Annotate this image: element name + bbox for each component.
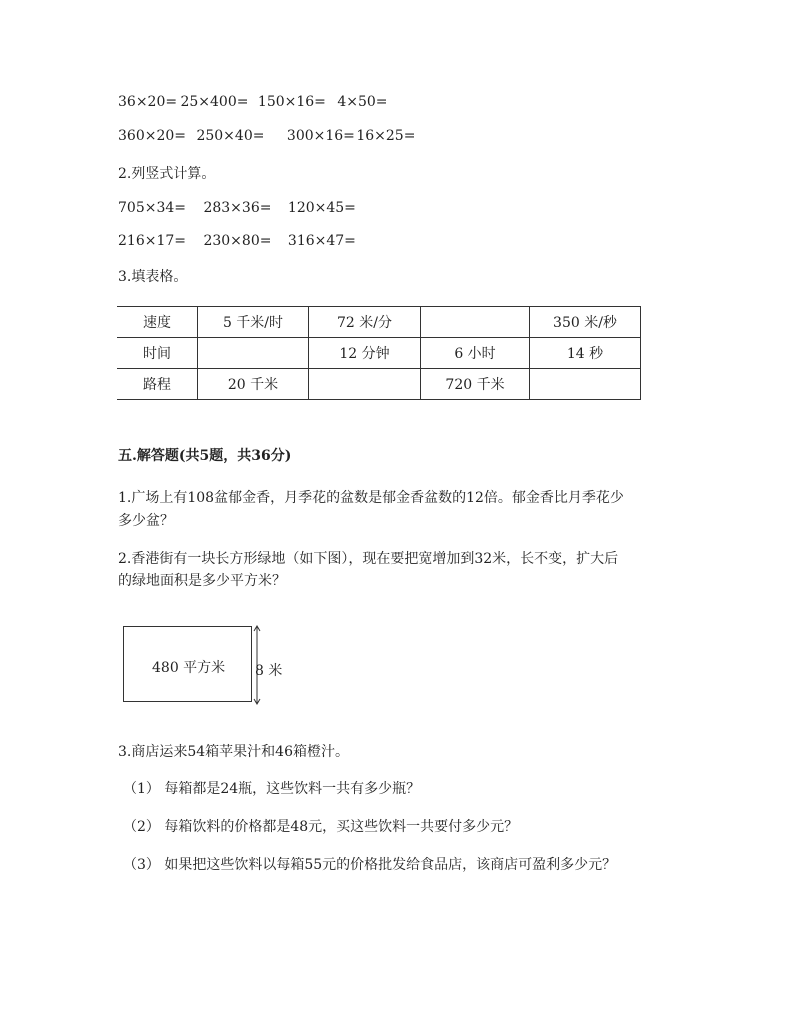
expression: 25×400= xyxy=(180,94,249,110)
question-1-line-2: 多少盆？ xyxy=(118,513,174,529)
section-heading-fill-table: 3.填表格。 xyxy=(118,269,188,285)
table-cell: 72 米/分 xyxy=(309,307,421,338)
speed-time-distance-table xyxy=(117,306,641,400)
table-row xyxy=(117,307,641,338)
question-2-line-2: 的绿地面积是多少平方米？ xyxy=(118,573,286,589)
expression: 120×45= xyxy=(287,200,356,216)
expression: 4×50= xyxy=(337,94,388,110)
expression: 300×16= xyxy=(286,128,355,144)
table-cell: 14 秒 xyxy=(530,338,641,369)
table-cell: 速度 xyxy=(117,307,198,338)
rectangle-lawn-diagram xyxy=(123,626,252,702)
expression: 705×34= xyxy=(118,200,186,216)
table-cell: 20 千米 xyxy=(198,369,309,400)
section-heading-vertical-calc: 2.列竖式计算。 xyxy=(118,166,216,182)
oral-calc-row-1 xyxy=(118,94,388,110)
vertical-calc-row-1 xyxy=(118,200,356,216)
table-cell: 350 米/秒 xyxy=(530,307,641,338)
expression: 230×80= xyxy=(203,233,272,249)
oral-calc-row-2 xyxy=(118,128,415,144)
expression: 360×20= xyxy=(118,128,186,144)
width-label: 8 米 xyxy=(255,663,283,679)
question-3-part-1: （1） 每箱都是24瓶，这些饮料一共有多少瓶？ xyxy=(123,781,421,797)
table-cell: 时间 xyxy=(117,338,198,369)
table-cell: 12 分钟 xyxy=(309,338,421,369)
question-3-part-3: （3） 如果把这些饮料以每箱55元的价格批发给食品店，该商店可盈利多少元？ xyxy=(123,857,617,873)
expression: 216×17= xyxy=(118,233,186,249)
table-cell xyxy=(421,307,530,338)
expression: 283×36= xyxy=(203,200,272,216)
question-3-intro: 3.商店运来54箱苹果汁和46箱橙汁。 xyxy=(118,744,349,760)
table-row xyxy=(117,338,641,369)
table-cell: 6 小时 xyxy=(421,338,530,369)
area-label: 480 平方米 xyxy=(152,660,226,676)
expression: 16×25= xyxy=(356,128,416,144)
table-cell: 路程 xyxy=(117,369,198,400)
vertical-calc-row-2 xyxy=(118,233,356,249)
table-cell: 720 千米 xyxy=(421,369,530,400)
section-5-title: 五.解答题(共5题，共36分) xyxy=(118,448,292,464)
question-3-part-2: （2） 每箱饮料的价格都是48元，买这些饮料一共要付多少元？ xyxy=(123,819,519,835)
expression: 36×20= xyxy=(118,94,178,110)
question-1-line-1: 1.广场上有108盆郁金香，月季花的盆数是郁金香盆数的12倍。郁金香比月季花少 xyxy=(118,490,624,506)
table-cell xyxy=(309,369,421,400)
expression: 250×40= xyxy=(196,128,265,144)
table-cell xyxy=(198,338,309,369)
expression: 150×16= xyxy=(257,94,326,110)
table-cell: 5 千米/时 xyxy=(198,307,309,338)
table-row xyxy=(117,369,641,400)
table-cell xyxy=(530,369,641,400)
question-2-line-1: 2.香港街有一块长方形绿地（如下图），现在要把宽增加到32米，长不变，扩大后 xyxy=(118,551,619,567)
expression: 316×47= xyxy=(287,233,356,249)
